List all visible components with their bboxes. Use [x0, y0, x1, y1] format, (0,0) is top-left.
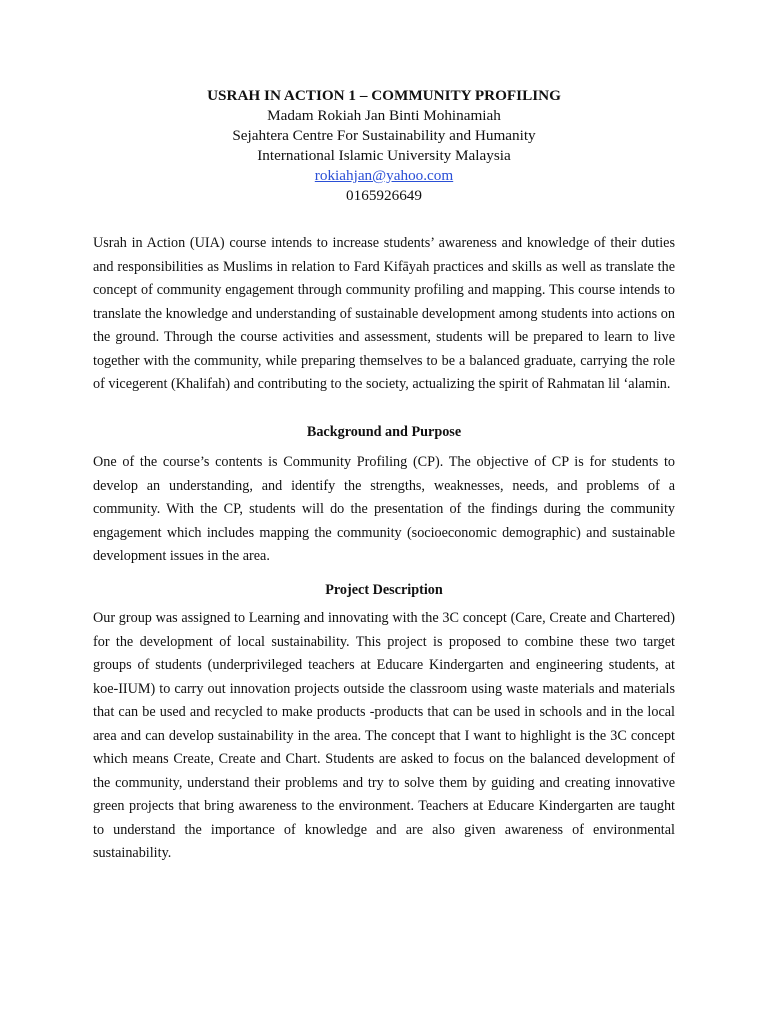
project-section: [93, 607, 675, 866]
background-section: [93, 451, 675, 569]
document-header: [0, 86, 768, 206]
project-heading: Project Description: [325, 582, 443, 598]
centre-name: Sejahtera Centre For Sustainability and Humanity: [232, 127, 536, 144]
project-paragraph: Our group was assigned to Learning and innovating with the 3C concept (Care, Create and Chartered) for the development of local sustainability. This project is proposed to combine these two target groups of students (underprivileged teachers at Educare Kindergarten and engineering students, at koe-IIUM) to carry out innovation projects outside the classroom using waste materials and materials that can be used and recycled to make products -products that can be used in schools and in the local area and can develop sustainability in the area. The concept that I want to highlight is the 3C concept which means Create, Create and Chart. Students are asked to focus on the balanced development of the community, understand their problems and try to solve them by guiding and creating innovative green projects that bring awareness to the environment. Teachers at Educare Kindergarten are taught to understand the importance of knowledge and are also given awareness of environmental sustainability.: [93, 610, 675, 861]
author-name: Madam Rokiah Jan Binti Mohinamiah: [267, 107, 501, 124]
phone-number: 0165926649: [346, 187, 422, 204]
intro-section: [93, 232, 675, 397]
university-name: International Islamic University Malaysia: [257, 147, 511, 164]
background-paragraph: One of the course’s contents is Community Profiling (CP). The objective of CP is for students to develop an understanding, and identify the strengths, weaknesses, needs, and problems of a community. With the CP, students will do the presentation of the findings during the community engagement which includes mapping the community (socioeconomic demographic) and sustainable development issues in the area.: [93, 454, 675, 564]
background-heading: Background and Purpose: [306, 424, 462, 440]
document-title: USRAH IN ACTION 1 – COMMUNITY PROFILING: [207, 87, 561, 104]
intro-paragraph: Usrah in Action (UIA) course intends to increase students’ awareness and knowledge of their duties and responsibilities as Muslims in relation to Fard Kifāyah practices and skills as well as translate the concept of community engagement through community profiling and mapping. This course intends to translate the knowledge and understanding of sustainable development among students into actions on the ground. Through the course activities and assessment, students will be prepared to learn to live together with the community, while preparing themselves to be a balanced graduate, carrying the role of vicegerent (Khalifah) and contributing to the society, actualizing the spirit of Rahmatan lil ‘alamin.: [93, 235, 675, 392]
email-link[interactable]: rokiahjan@yahoo.com: [314, 167, 454, 184]
